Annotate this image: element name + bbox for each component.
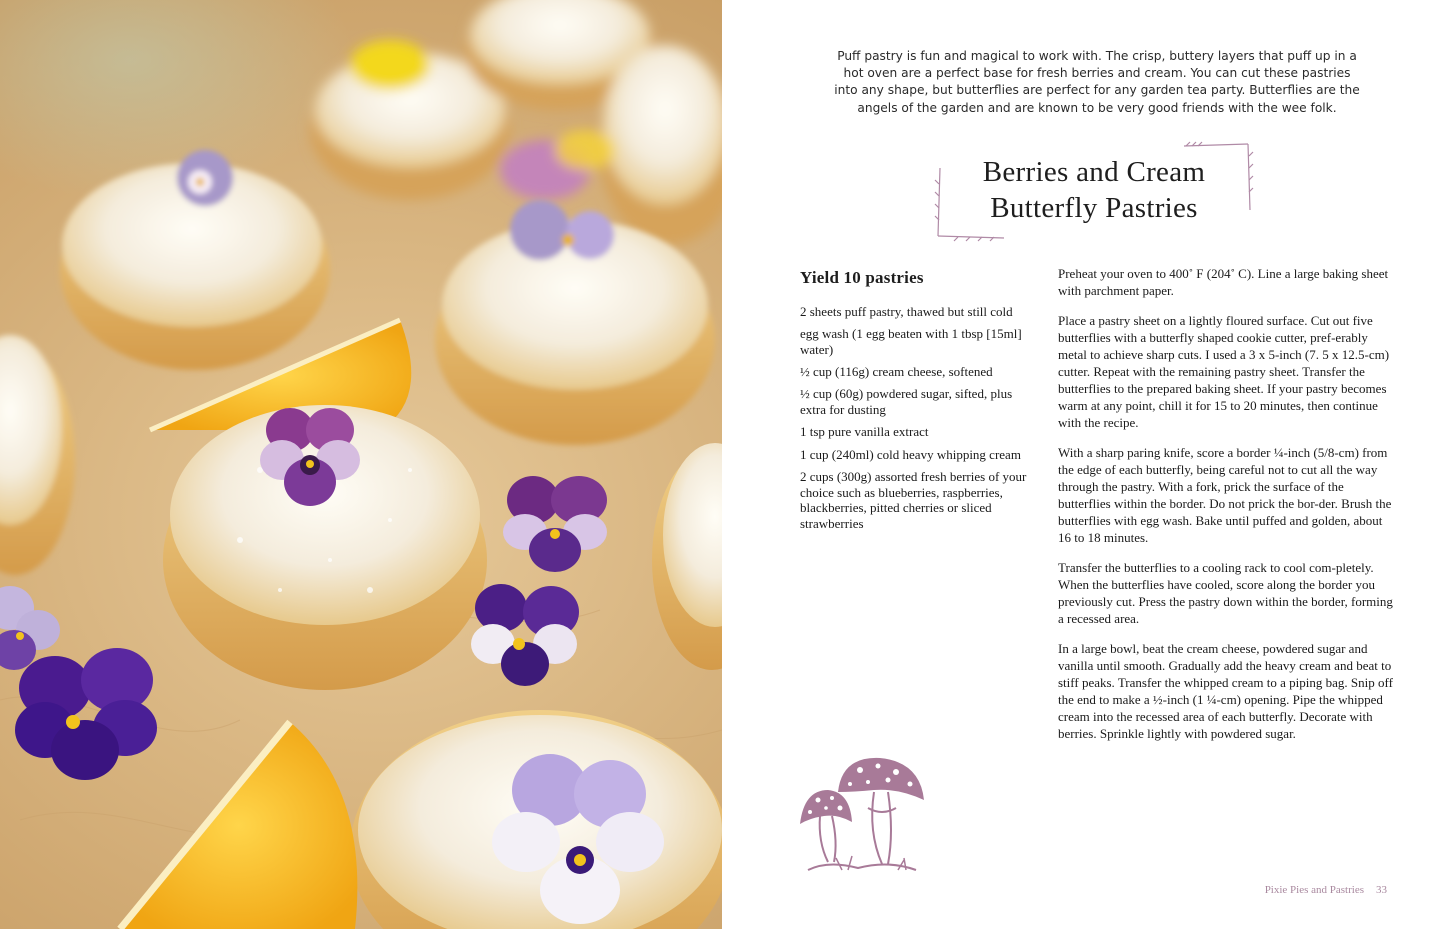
intro-paragraph: Puff pastry is fun and magical to work with. The crisp, buttery layers that puff up in a hot oven are a perfect base for fresh berries and cream. You can cut these pastries into any shape, but butterflies are perfect for any garden tea party. Butterflies are the angels of the garden and are known to be very good friends with the wee folk.	[834, 49, 1360, 115]
method-step: Preheat your oven to 400˚ F (204˚ C). Line a large baking sheet with parchment paper.	[1058, 266, 1389, 298]
lemon-slice-bottom	[120, 722, 357, 929]
background-pastries	[310, 0, 722, 245]
yield-heading: Yield 10 pastries	[800, 268, 924, 287]
recipe-title-line-2: Butterfly Pastries	[990, 192, 1198, 224]
pastry-photo-illustration	[0, 0, 722, 929]
method-step: In a large bowl, beat the cream cheese, powdered sugar and vanilla until smooth. Gradually add the heavy cream and beat to stiff peaks. Transfer the whipped cream to a piping bag. Snip off the end to make a ½-inch (1 ¼-cm) opening. Pipe the whipped cream into the recessed area of each butterfly. Decorate with berries. Sprinkle lightly with powdered sugar.	[1058, 641, 1393, 741]
pastry-left-edge	[0, 335, 75, 575]
pastry-right-edge	[652, 443, 722, 670]
ingredient-item: egg wash (1 egg beaten with 1 tbsp [15ml] water)	[800, 326, 1022, 357]
ingredient-item: 1 tsp pure vanilla extract	[800, 424, 929, 440]
footer-book-title: Pixie Pies and Pastries	[1264, 884, 1364, 896]
recipe-page	[722, 0, 1445, 929]
method-step: Place a pastry sheet on a lightly floured surface. Cut out five butterflies with a butterfly shaped cookie cutter, pref-erably metal to achieve sharp cuts. I used a 3 x 5-inch (7. 5 x 12.5-cm) cutter. Repeat with the remaining pastry sheet. Transfer the butterflies to the prepared baking sheet. If your pastry becomes warm at any point, chill it for 15 to 20 minutes, then continue with the recipe.	[1058, 313, 1390, 430]
page-footer	[1265, 884, 1387, 896]
page-number: 33	[1376, 884, 1387, 896]
method-column	[1058, 265, 1396, 755]
pastry-upper-left	[60, 150, 330, 370]
ingredient-item: 2 sheets puff pastry, thawed but still cold	[800, 304, 1013, 319]
ingredients-column	[800, 268, 1036, 538]
recipe-title-block	[934, 140, 1254, 246]
pastry-photo	[0, 0, 722, 929]
mushroom-icon	[798, 752, 928, 882]
ingredient-item: ½ cup (60g) powdered sugar, sifted, plus extra for dusting	[800, 386, 1013, 418]
method-step: With a sharp paring knife, score a border ¼-inch (5/8-cm) from the edge of each butterfly, being careful not to cut all the way through the pastry. With a fork, prick the surface of the butterflies within the border. Do not prick the bor-der. Brush the butterflies with egg wash. Bake until puffed and golden, about 16 to 18 minutes.	[1058, 445, 1392, 545]
ingredient-item: 1 cup (240ml) cold heavy whipping cream	[800, 446, 1021, 462]
ingredient-item: ½ cup (116g) cream cheese, softened	[800, 364, 993, 380]
method-step: Transfer the butterflies to a cooling rack to cool com-pletely. When the butterflies have cooled, score along the border you previously cut. Press the pastry down within the border, forming a recessed area.	[1058, 560, 1393, 626]
ingredient-item: 2 cups (300g) assorted fresh berries of your choice such as blueberries, raspberries, blackberries, pitted cherries or sliced strawberries	[800, 468, 1027, 532]
recipe-title-line-1: Berries and Cream	[982, 156, 1206, 188]
recipe-title	[934, 154, 1254, 226]
ingredients-list	[800, 304, 1036, 532]
